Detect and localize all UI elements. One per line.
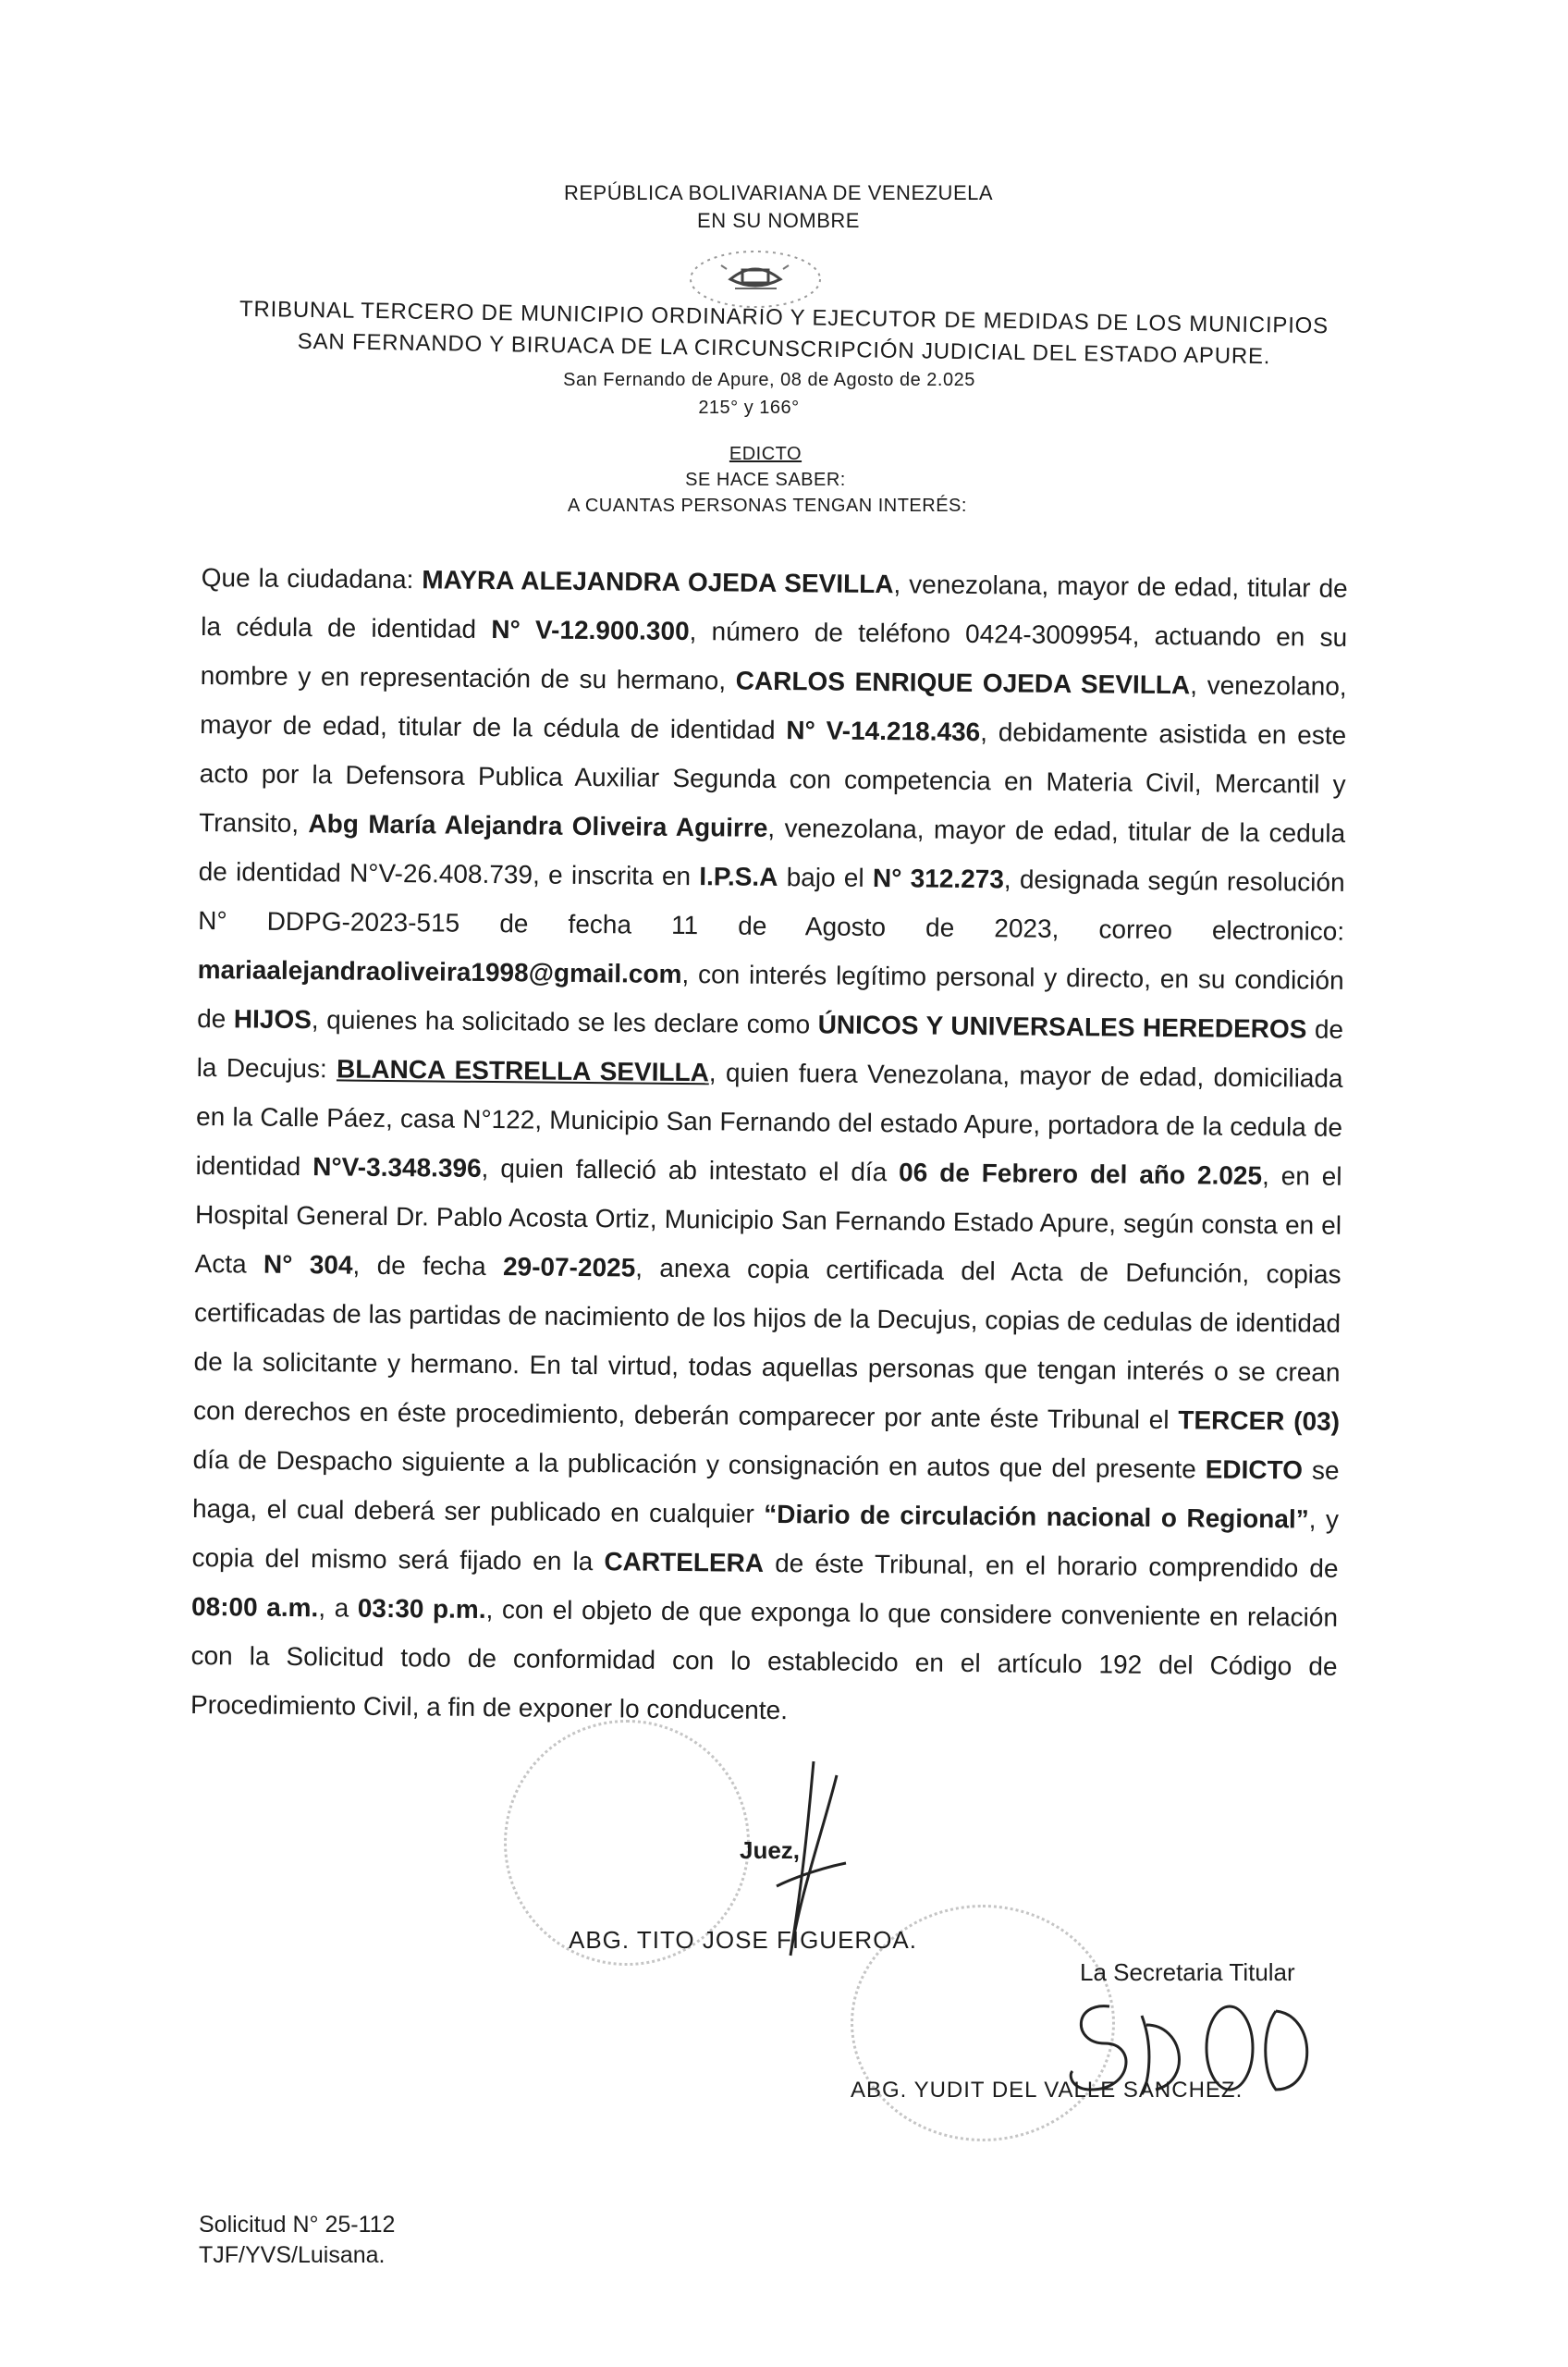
edict-body: Que la ciudadana: MAYRA ALEJANDRA OJEDA SEVILLA, venezolana, mayor de edad, titular de la cédula de identidad N° V-12.900.300, número de teléfono 0424-3009954, actuando en su nombre y en representación de su hermano, CARLOS ENRIQUE OJEDA SEVILLA, venezolano, mayor de edad, titular de la cédula de identidad N° V-14.218.436, debidamente asistida en este acto por la Defensora Publica Auxiliar Segunda con competencia en Materia Civil, Mercantil y Transito, Abg María Alejandra Oliveira Aguirre, venezolana, mayor de edad, titular de la cedula de identidad N°V-26.408.739, e inscrita en I.P.S.A bajo el N° 312.273, designada según resolución N° DDPG-2023-515 de fecha 11 de Agosto de 2023, correo electronico: mariaalejandraoliveira1998@gmail.com, con interés legítimo personal y directo, en su condición de HIJOS, quienes ha solicitado se les declare como ÚNICOS Y UNIVERSALES HEREDEROS de la Decujus: BLANCA ESTRELLA SEVILLA, quien fuera Venezolana, mayor de edad, domiciliada en la Calle Páez, casa N°122, Municipio San Fernando del estado Apure, portadora de la cedula de identidad N°V-3.348.396, quien falleció ab intestato el día 06 de Febrero del año 2.025, en el Hospital General Dr. Pablo Acosta Ortiz, Municipio San Fernando Estado Apure, según consta en el Acta N° 304, de fecha 29-07-2025, anexa copia certificada del Acta de Defunción, copias certificadas de las partidas de nacimiento de los hijos de la Decujus, copias de cedulas de identidad de la solicitante y hermano. En tal virtud, todas aquellas personas que tengan interés o se crean con derechos en éste procedimiento, deberán comparecer por ante éste Tribunal el TERCER (03) día de Despacho siguiente a la publicación y consignación en autos que del presente EDICTO se haga, el cual deberá ser publicado en cualquier “Diario de circulación nacional o Regional”, y copia del mismo será fijado en la CARTELERA de éste Tribunal, en el horario comprendido de 08:00 a.m., a 03:30 p.m., con el objeto de que exponga lo que considere conveniente en relación con la Solicitud todo de conformidad con lo establecido en el artículo 192 del Código de Procedimiento Civil, a fin de exponer lo conducente. bbox=[190, 562, 1348, 1725]
request-number: Solicitud N° 25-112 bbox=[199, 2212, 396, 2238]
edict-notice-line: SE HACE SABER: bbox=[685, 470, 846, 490]
secretary-title: La Secretaria Titular bbox=[1080, 1958, 1295, 1986]
judge-label: Juez, bbox=[740, 1836, 801, 1864]
place-and-date: San Fernando de Apure, 08 de Agosto de 2.025 bbox=[563, 370, 975, 390]
court-name-line-2: SAN FERNANDO Y BIRUACA DE LA CIRCUNSCRIPCIÓN JUDICIAL DEL ESTADO APURE. bbox=[297, 328, 1271, 370]
court-name-line-1: TRIBUNAL TERCERO DE MUNICIPIO ORDINARIO Y EJECUTOR DE MEDIDAS DE LOS MUNICIPIOS bbox=[239, 296, 1329, 339]
in-its-name-heading: EN SU NOMBRE bbox=[697, 209, 860, 232]
judge-name: ABG. TITO JOSE FIGUEROA. bbox=[569, 1926, 917, 1954]
years-reference: 215° y 166° bbox=[698, 398, 800, 418]
edict-title: EDICTO bbox=[729, 444, 802, 464]
document-initials: TJF/YVS/Luisana. bbox=[199, 2242, 386, 2268]
republic-heading: REPÚBLICA BOLIVARIANA DE VENEZUELA bbox=[563, 181, 994, 204]
secretary-name: ABG. YUDIT DEL VALLE SANCHEZ. bbox=[851, 2078, 1243, 2103]
edict-audience-line: A CUANTAS PERSONAS TENGAN INTERÉS: bbox=[568, 496, 967, 516]
